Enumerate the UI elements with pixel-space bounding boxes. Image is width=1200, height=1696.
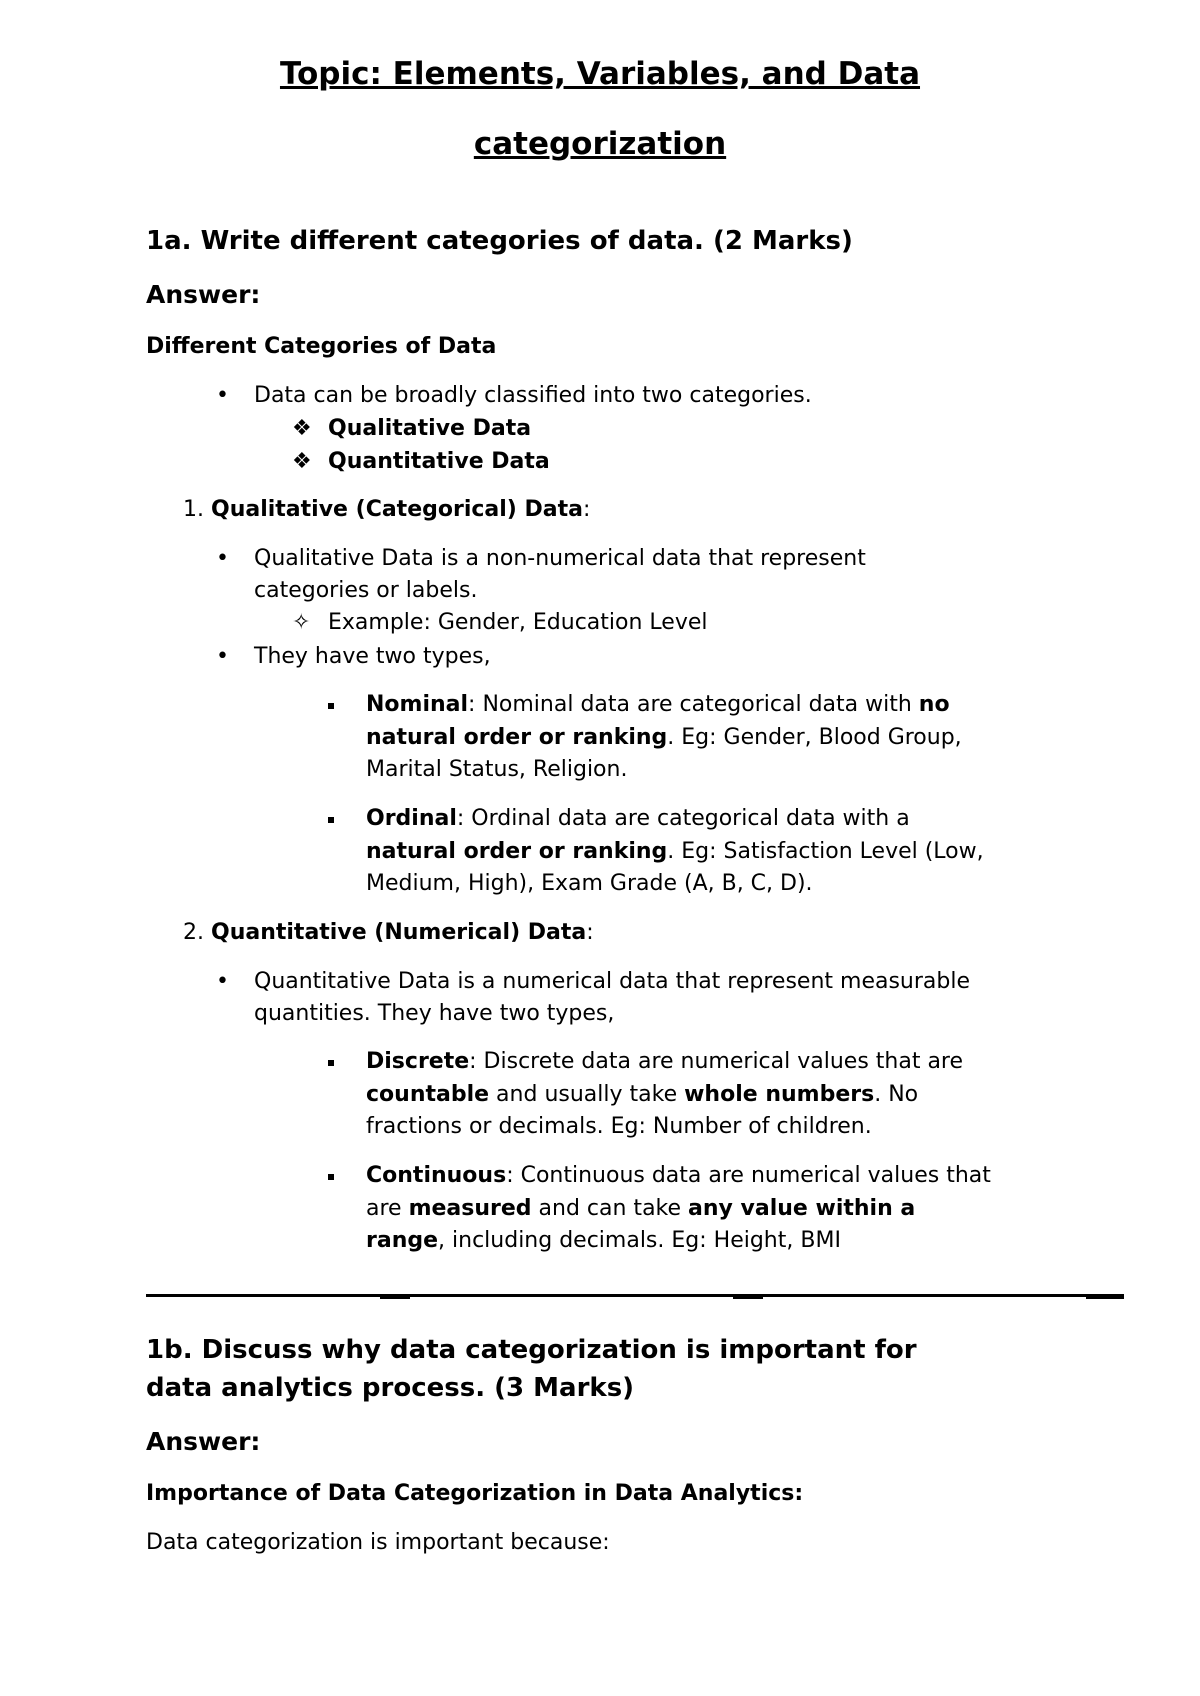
- discrete-line3: fractions or decimals. Eg: Number of children.: [366, 1114, 872, 1139]
- bullet-icon: •: [216, 644, 229, 669]
- section-divider: [146, 1294, 1124, 1297]
- question-1b-heading-line2: data analytics process. (3 Marks): [146, 1373, 635, 1403]
- square-bullet-icon: [328, 703, 334, 709]
- bullet-icon: •: [216, 969, 229, 994]
- continuous-line1: Continuous: Continuous data are numerical values that: [366, 1163, 991, 1188]
- nominal-line3: Marital Status, Religion.: [366, 757, 628, 782]
- quantitative-heading: 2. Quantitative (Numerical) Data:: [183, 920, 594, 945]
- qualitative-title: Qualitative (Categorical) Data: [211, 497, 583, 522]
- square-bullet-icon: [328, 817, 334, 823]
- qualitative-desc-line1: Qualitative Data is a non-numerical data that represent: [254, 546, 866, 571]
- bullet-icon: •: [216, 546, 229, 571]
- diamond-bullet-icon: ❖: [292, 416, 312, 441]
- section-divider-notch: [733, 1297, 763, 1299]
- category-qualitative: Qualitative Data: [328, 416, 532, 441]
- quantitative-desc-line1: Quantitative Data is a numerical data that represent measurable: [254, 969, 970, 994]
- section-divider-notch: [380, 1297, 410, 1299]
- answer-label-1b: Answer:: [146, 1427, 261, 1456]
- discrete-line2: countable and usually take whole numbers. No: [366, 1082, 919, 1107]
- doc-title-line2: categorization: [473, 126, 727, 162]
- types-intro: They have two types,: [254, 644, 491, 669]
- nominal-line2: natural order or ranking. Eg: Gender, Blood Group,: [366, 725, 962, 750]
- qualitative-desc-line2: categories or labels.: [254, 578, 478, 603]
- continuous-line2: are measured and can take any value within a: [366, 1196, 916, 1221]
- qualitative-example: Example: Gender, Education Level: [328, 610, 708, 635]
- question-1a-heading: 1a. Write different categories of data. (2 Marks): [146, 226, 853, 256]
- doc-title-line1: Topic: Elements, Variables, and Data: [279, 56, 921, 92]
- ordinal-line3: Medium, High), Exam Grade (A, B, C, D).: [366, 871, 813, 896]
- diamond-outline-icon: ✧: [292, 610, 311, 635]
- section-title-categories: Different Categories of Data: [146, 334, 497, 359]
- bullet-icon: •: [216, 383, 229, 408]
- square-bullet-icon: [328, 1060, 334, 1066]
- section-divider-notch: [1086, 1297, 1124, 1299]
- section-title-importance: Importance of Data Categorization in Data Analytics:: [146, 1481, 804, 1506]
- quantitative-desc-line2: quantities. They have two types,: [254, 1001, 615, 1026]
- diamond-bullet-icon: ❖: [292, 449, 312, 474]
- discrete-line1: Discrete: Discrete data are numerical values that are: [366, 1049, 964, 1074]
- intro-text: Data can be broadly classified into two categories.: [254, 383, 812, 408]
- list-number: 1.: [183, 497, 204, 522]
- continuous-line3: range, including decimals. Eg: Height, BMI: [366, 1228, 841, 1253]
- quantitative-title: Quantitative (Numerical) Data: [211, 920, 587, 945]
- category-quantitative: Quantitative Data: [328, 449, 550, 474]
- ordinal-line1: Ordinal: Ordinal data are categorical data with a: [366, 806, 910, 831]
- qualitative-heading: 1. Qualitative (Categorical) Data:: [183, 497, 591, 522]
- list-number: 2.: [183, 920, 204, 945]
- ordinal-line2: natural order or ranking. Eg: Satisfaction Level (Low,: [366, 839, 984, 864]
- question-1b-heading-line1: 1b. Discuss why data categorization is important for: [146, 1335, 917, 1365]
- square-bullet-icon: [328, 1174, 334, 1180]
- importance-intro: Data categorization is important because:: [146, 1530, 610, 1555]
- nominal-line1: Nominal: Nominal data are categorical data with no: [366, 692, 950, 717]
- answer-label-1a: Answer:: [146, 280, 261, 309]
